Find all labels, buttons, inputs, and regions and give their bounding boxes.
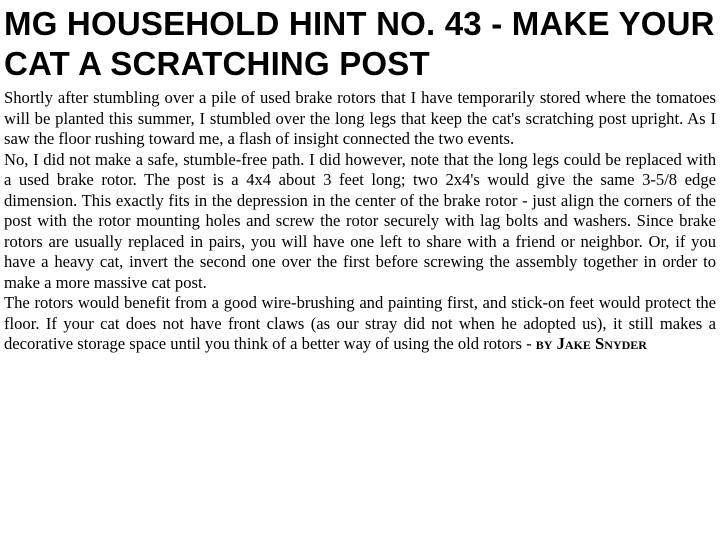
paragraph-2: No, I did not make a safe, stumble-free path. I did however, note that the long legs could be replaced with a used brake rotor. The post is a 4x4 about 3 feet long; two 2x4's would give the same 3-5/8 edge dimension. This exactly fits in the depression in the center of the brake rotor - just align the corners of the post with the rotor mounting holes and screw the rotor securely with lag bolts and washers. Since brake rotors are usually replaced in pairs, you will have one left to share with a friend or neighbor. Or, if you have a heavy cat, invert the second one over the first before screwing the assembly together in order to make a more massive cat post. [4, 149, 716, 292]
article-title: MG HOUSEHOLD HINT NO. 43 - MAKE YOUR CAT A SCRATCHING POST [4, 5, 715, 82]
paragraph-3 [4, 293, 716, 355]
author-byline: by Jake Snyder [535, 334, 647, 353]
paragraph-3-text: The rotors would benefit from a good wire-brushing and painting first, and stick-on feet would protect the floor. If your cat does not have front claws (as our stray did not when he adopted us), it still makes a decorative storage space until you think of a better way of using the old rotors - [4, 293, 716, 353]
paragraph-1: Shortly after stumbling over a pile of used brake rotors that I have temporarily stored where the tomatoes will be planted this summer, I stumbled over the long legs that keep the cat's scratching post upright. As I saw the floor rushing toward me, a flash of insight connected the two events. [4, 88, 716, 148]
article-body [4, 88, 716, 355]
article [4, 4, 716, 355]
